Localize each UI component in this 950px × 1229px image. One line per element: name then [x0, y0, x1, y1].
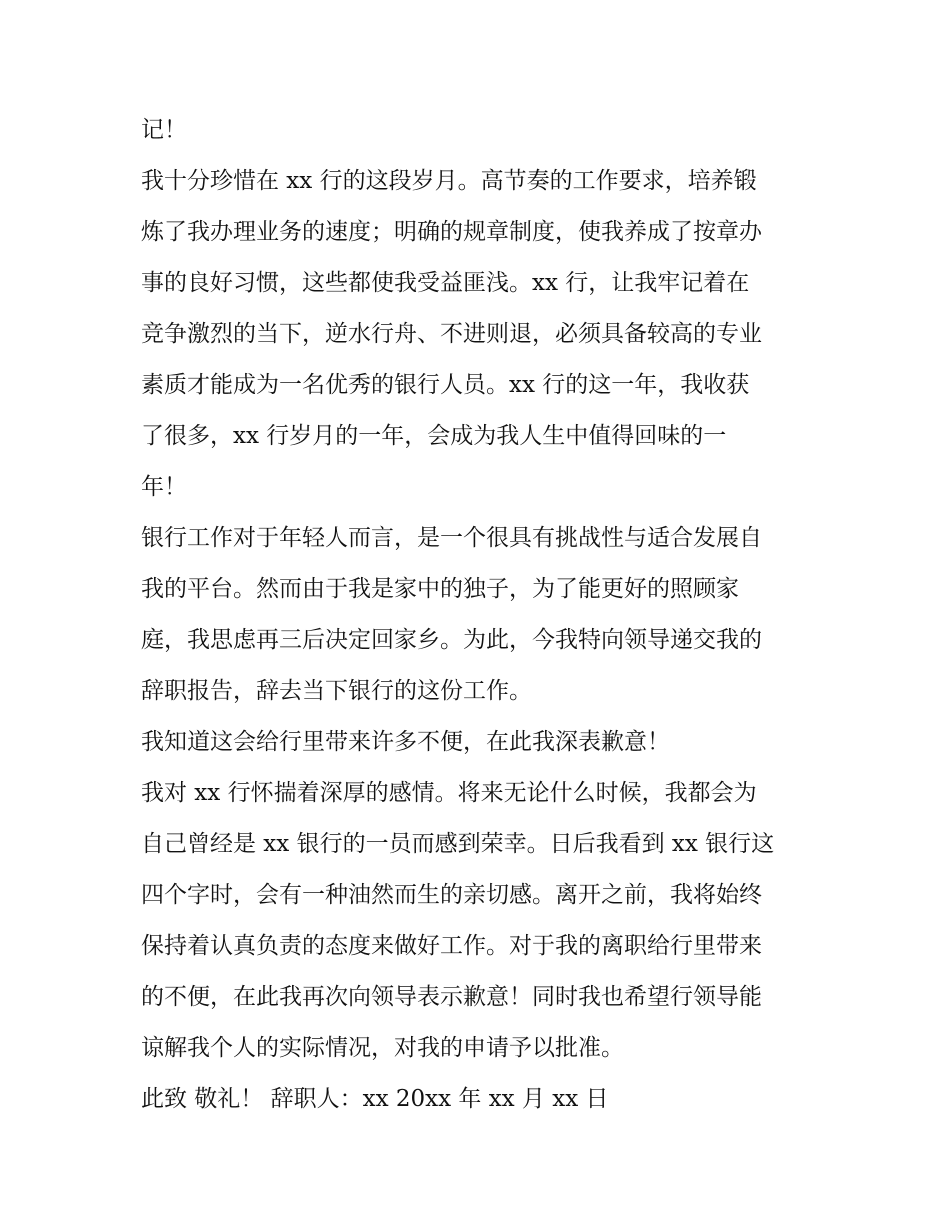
- text-line: 事的良好习惯，这些都使我受益匪浅。xx 行，让我牢记着在: [141, 270, 750, 296]
- text-line: 我对 xx 行怀揣着深厚的感情。将来无论什么时候，我都会为: [141, 780, 757, 806]
- text-line: 辞职报告，辞去当下银行的这份工作。: [141, 678, 532, 704]
- text-line: 素质才能成为一名优秀的银行人员。xx 行的这一年，我收获: [141, 372, 750, 398]
- text-line: 自己曾经是 xx 银行的一员而感到荣幸。日后我看到 xx 银行这: [141, 831, 775, 857]
- text-line: 记！: [141, 117, 187, 143]
- text-line: 银行工作对于年轻人而言，是一个很具有挑战性与适合发展自: [141, 525, 762, 551]
- text-line: 的不便，在此我再次向领导表示歉意！同时我也希望行领导能: [141, 984, 762, 1010]
- text-line: 了很多，xx 行岁月的一年，会成为我人生中值得回味的一: [141, 423, 727, 449]
- text-line: 竞争激烈的当下，逆水行舟、不进则退，必须具备较高的专业: [141, 321, 762, 347]
- text-line: 庭，我思虑再三后决定回家乡。为此，今我特向领导递交我的: [141, 627, 762, 653]
- text-line: 年！: [141, 474, 187, 500]
- text-line: 我十分珍惜在 xx 行的这段岁月。高节奏的工作要求，培养锻: [141, 168, 757, 194]
- text-line: 我的平台。然而由于我是家中的独子，为了能更好的照顾家: [141, 576, 739, 602]
- text-line: 四个字时，会有一种油然而生的亲切感。离开之前，我将始终: [141, 882, 762, 908]
- text-line: 炼了我办理业务的速度；明确的规章制度，使我养成了按章办: [141, 219, 762, 245]
- text-line: 谅解我个人的实际情况，对我的申请予以批准。: [141, 1035, 624, 1061]
- text-line: 我知道这会给行里带来许多不便，在此我深表歉意！: [141, 729, 670, 755]
- closing-signature-line: 此致 敬礼！ 辞职人：xx 20xx 年 xx 月 xx 日: [141, 1086, 609, 1112]
- text-line: 保持着认真负责的态度来做好工作。对于我的离职给行里带来: [141, 933, 762, 959]
